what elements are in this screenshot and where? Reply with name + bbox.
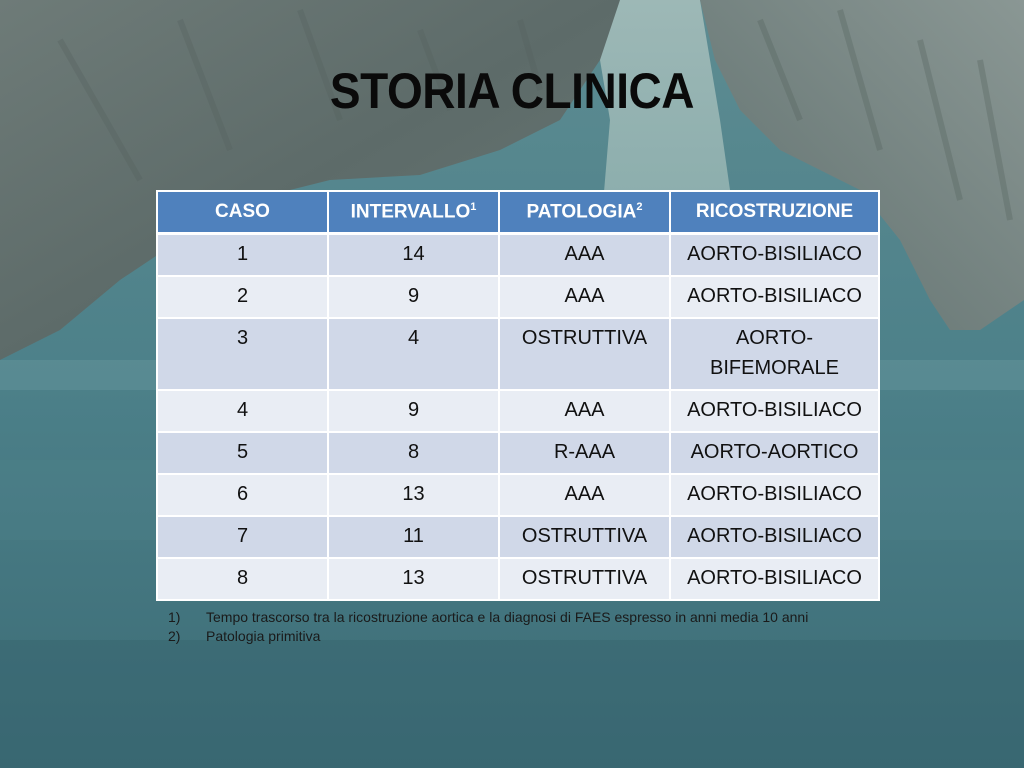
cell-intervallo: 14 [328,234,499,277]
footnote-number: 2) [168,628,181,644]
cell-ricostruzione: AORTO-BISILIACO [670,390,879,432]
cell-patologia: AAA [499,474,670,516]
table-row [157,558,879,600]
ricostruzione-line-1: AORTO- [735,327,814,349]
table-row [157,276,879,318]
cell-patologia: OSTRUTTIVA [499,516,670,558]
cell-ricostruzione: AORTO-BISILIACO [670,558,879,600]
clinical-history-table [156,190,880,601]
cell-caso: 6 [157,474,328,516]
cell-ricostruzione: AORTO-BISILIACO [670,276,879,318]
cell-ricostruzione: AORTO-BISILIACO [670,516,879,558]
footnotes [168,608,848,646]
cell-caso: 1 [157,234,328,277]
cell-patologia: OSTRUTTIVA [499,318,670,390]
cell-ricostruzione: AORTO-BISILIACO [670,234,879,277]
cell-caso: 4 [157,390,328,432]
footnote-2 [168,627,848,646]
cell-caso: 3 [157,318,328,390]
table-row [157,432,879,474]
table-row [157,474,879,516]
cell-intervallo: 13 [328,474,499,516]
cell-caso: 7 [157,516,328,558]
cell-ricostruzione: AORTO-AORTICO [670,432,879,474]
header-caso: CASO [157,191,328,234]
cell-caso: 5 [157,432,328,474]
cell-intervallo: 8 [328,432,499,474]
cell-patologia: AAA [499,390,670,432]
cell-intervallo: 4 [328,318,499,390]
cell-caso: 2 [157,276,328,318]
footnote-ref-2: 2 [636,200,643,213]
cell-patologia: AAA [499,276,670,318]
slide-title: STORIA CLINICA [329,63,695,119]
table-header-row [157,191,879,234]
table-row [157,234,879,277]
cell-ricostruzione: AORTO-BISILIACO [670,474,879,516]
table-row [157,390,879,432]
footnote-number: 1) [168,609,181,625]
cell-caso: 8 [157,558,328,600]
cell-patologia: OSTRUTTIVA [499,558,670,600]
cell-intervallo: 9 [328,276,499,318]
table-row [157,318,879,390]
cell-intervallo: 13 [328,558,499,600]
cell-intervallo: 11 [328,516,499,558]
header-patologia: PATOLOGIA$^2$ [499,191,670,234]
footnote-text: Tempo trascorso tra la ricostruzione aortica e la diagnosi di FAES espresso in anni media 10 anni [206,609,809,625]
footnote-text: Patologia primitiva [206,628,321,644]
header-ricostruzione: RICOSTRUZIONE [670,191,879,234]
footnote-ref-1: 1 [470,200,477,213]
table-row [157,516,879,558]
cell-intervallo: 9 [328,390,499,432]
footnote-1 [168,608,848,627]
cell-ricostruzione [670,318,879,390]
header-intervallo: INTERVALLO$^1$ [328,191,499,234]
cell-patologia: R-AAA [499,432,670,474]
cell-patologia: AAA [499,234,670,277]
ricostruzione-line-2: BIFEMORALE [710,357,839,379]
